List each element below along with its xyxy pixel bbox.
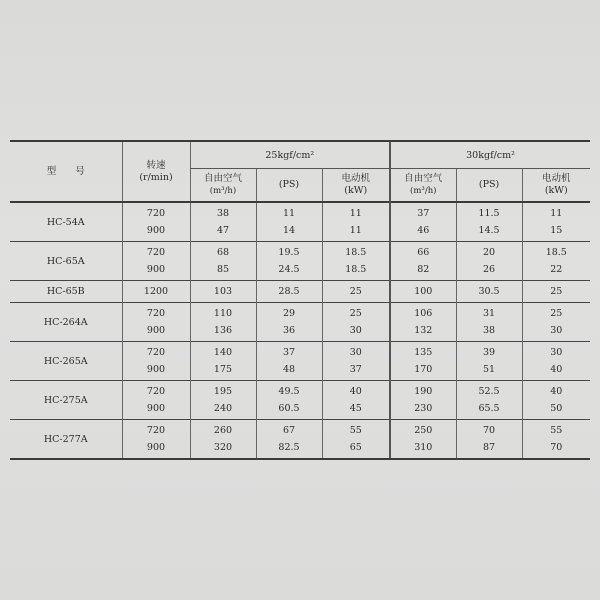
kw-30-value: 55 — [550, 425, 563, 436]
air-25-value: 68 — [216, 247, 230, 258]
ps-30-value: 20 — [482, 247, 496, 258]
air-30-value: 310 — [414, 442, 433, 453]
air-30-value: 135 — [414, 347, 433, 358]
ps-25-value: 19.5 — [278, 247, 300, 258]
table-row — [10, 342, 590, 381]
kw-25-value: 30 — [349, 325, 362, 336]
air-30-value: 190 — [414, 386, 433, 397]
ps-30-cell — [456, 381, 522, 420]
air-25-value: 140 — [213, 347, 233, 358]
speed-value: 1200 — [143, 286, 169, 297]
ps-25-value: 48 — [282, 364, 296, 375]
air-25-value: 103 — [213, 286, 233, 297]
air-30-value: 66 — [417, 247, 430, 258]
header-air-unit: (m³/h) — [410, 186, 437, 196]
air-30-cell — [390, 381, 456, 420]
air-25-value: 320 — [213, 442, 233, 453]
kw-25-cell — [322, 342, 390, 381]
kw-25-value: 30 — [349, 347, 362, 358]
ps-25-value: 28.5 — [278, 286, 300, 297]
ps-25-value: 29 — [282, 308, 296, 319]
kw-30-value: 22 — [550, 264, 563, 275]
air-25-cell — [190, 342, 256, 381]
ps-30-value: 65.5 — [478, 403, 500, 414]
kw-25-value: 11 — [349, 208, 362, 219]
ps-30-cell — [456, 420, 522, 459]
speed-value: 900 — [146, 364, 166, 375]
header-air-label: 自由空气 — [404, 173, 443, 184]
air-25-value: 38 — [216, 208, 230, 219]
air-25-value: 136 — [213, 325, 233, 336]
kw-30-value: 40 — [550, 364, 563, 375]
air-30-cell — [390, 303, 456, 342]
speed-value: 900 — [146, 325, 166, 336]
header-ps-25: (PS) — [256, 169, 322, 203]
kw-25-value: 18.5 — [345, 247, 367, 258]
ps-30-cell — [456, 202, 522, 242]
header-motor-unit: (kW) — [344, 185, 368, 196]
ps-25-value: 49.5 — [278, 386, 300, 397]
kw-25-cell — [322, 242, 390, 281]
ps-30-cell — [456, 242, 522, 281]
air-30-value: 37 — [417, 208, 430, 219]
kw-25-cell — [322, 202, 390, 242]
air-30-cell — [390, 281, 456, 303]
header-motor-label: 电动机 — [341, 173, 371, 184]
speed-cell — [122, 242, 190, 281]
kw-25-value: 25 — [349, 286, 362, 297]
ps-25-cell — [256, 342, 322, 381]
model-cell: HC-275A — [10, 381, 122, 420]
air-30-value: 82 — [417, 264, 430, 275]
kw-30-value: 18.5 — [545, 247, 567, 258]
header-ps-30: (PS) — [456, 169, 522, 203]
air-25-cell — [190, 242, 256, 281]
kw-30-value: 11 — [550, 208, 563, 219]
kw-30-cell — [522, 381, 590, 420]
model-cell: HC-264A — [10, 303, 122, 342]
compressor-spec-table — [10, 140, 590, 460]
kw-25-value: 25 — [349, 308, 362, 319]
speed-value: 720 — [146, 208, 166, 219]
kw-25-value: 55 — [349, 425, 362, 436]
ps-30-value: 52.5 — [478, 386, 500, 397]
ps-30-cell — [456, 281, 522, 303]
ps-25-value: 14 — [282, 225, 296, 236]
air-25-value: 110 — [213, 308, 233, 319]
kw-30-cell — [522, 342, 590, 381]
speed-cell — [122, 342, 190, 381]
air-25-cell — [190, 202, 256, 242]
kw-25-value: 37 — [349, 364, 362, 375]
kw-30-value: 70 — [550, 442, 563, 453]
header-motor-label: 电动机 — [542, 173, 571, 184]
kw-25-value: 45 — [349, 403, 362, 414]
header-speed-unit: (r/min) — [139, 171, 173, 183]
kw-30-value: 30 — [550, 325, 563, 336]
ps-30-value: 70 — [482, 425, 496, 436]
header-motor-unit: (kW) — [544, 185, 568, 196]
model-cell: HC-54A — [46, 216, 85, 228]
air-25-value: 47 — [216, 225, 230, 236]
ps-30-value: 14.5 — [478, 225, 500, 236]
air-30-cell — [390, 242, 456, 281]
speed-cell — [122, 202, 190, 242]
header-model: 型 号 — [10, 142, 122, 202]
speed-value: 720 — [146, 425, 166, 436]
speed-cell — [122, 381, 190, 420]
ps-25-value: 11 — [282, 208, 296, 219]
table-row — [10, 202, 590, 242]
air-25-cell — [190, 420, 256, 459]
ps-25-cell — [256, 303, 322, 342]
table-row — [10, 242, 590, 281]
ps-25-cell — [256, 202, 322, 242]
ps-30-cell — [456, 342, 522, 381]
ps-30-value: 38 — [482, 325, 496, 336]
model-cell: HC-65B — [10, 281, 122, 303]
kw-30-value: 15 — [550, 225, 563, 236]
kw-25-cell — [322, 303, 390, 342]
ps-25-value: 60.5 — [278, 403, 300, 414]
speed-value: 720 — [146, 247, 166, 258]
table-body — [10, 202, 590, 458]
header-air-label: 自由空气 — [203, 173, 242, 184]
ps-30-value: 51 — [482, 364, 496, 375]
speed-value: 720 — [146, 386, 166, 397]
air-25-value: 240 — [213, 403, 233, 414]
kw-30-cell — [522, 281, 590, 303]
ps-25-cell — [256, 381, 322, 420]
model-cell: HC-277A — [10, 420, 122, 459]
speed-cell — [122, 281, 190, 303]
air-30-value: 106 — [414, 308, 433, 319]
ps-30-value: 39 — [482, 347, 496, 358]
speed-value: 900 — [146, 442, 166, 453]
kw-30-cell — [522, 202, 590, 242]
kw-25-value: 65 — [349, 442, 362, 453]
ps-25-cell — [256, 281, 322, 303]
speed-value: 900 — [146, 225, 166, 236]
air-25-value: 85 — [216, 264, 230, 275]
kw-25-cell — [322, 381, 390, 420]
air-30-value: 46 — [417, 225, 430, 236]
speed-cell — [122, 303, 190, 342]
speed-value: 900 — [146, 264, 166, 275]
kw-25-cell — [322, 420, 390, 459]
header-air-unit: (m³/h) — [209, 186, 237, 196]
air-30-cell — [390, 202, 456, 242]
table-row — [10, 303, 590, 342]
ps-30-value: 11.5 — [478, 208, 500, 219]
ps-25-value: 36 — [282, 325, 296, 336]
kw-30-cell — [522, 242, 590, 281]
header-motor-30 — [522, 169, 590, 203]
kw-25-value: 40 — [349, 386, 362, 397]
air-25-cell — [190, 281, 256, 303]
air-30-cell — [390, 342, 456, 381]
model-cell: HC-265A — [10, 342, 122, 381]
ps-30-value: 30.5 — [478, 286, 500, 297]
header-air-25 — [190, 169, 256, 203]
table-row — [10, 381, 590, 420]
air-30-cell — [390, 420, 456, 459]
kw-30-value: 25 — [550, 308, 563, 319]
ps-30-value: 87 — [482, 442, 496, 453]
model-cell: HC-65A — [10, 242, 122, 281]
ps-25-cell — [256, 420, 322, 459]
header-speed — [122, 142, 190, 202]
air-25-value: 260 — [213, 425, 233, 436]
speed-value: 900 — [146, 403, 166, 414]
air-30-value: 132 — [414, 325, 433, 336]
air-25-cell — [190, 303, 256, 342]
ps-30-value: 26 — [482, 264, 496, 275]
table-row — [10, 420, 590, 459]
header-group-30: 30kgf/cm² — [390, 142, 590, 169]
ps-25-cell — [256, 242, 322, 281]
air-30-value: 170 — [414, 364, 433, 375]
ps-30-cell — [456, 303, 522, 342]
header-motor-25 — [322, 169, 390, 203]
kw-25-value: 18.5 — [345, 264, 367, 275]
kw-30-value: 40 — [550, 386, 563, 397]
header-group-25: 25kgf/cm² — [190, 142, 390, 169]
header-air-30 — [390, 169, 456, 203]
kw-30-value: 50 — [550, 403, 563, 414]
ps-25-value: 82.5 — [278, 442, 300, 453]
kw-30-cell — [522, 303, 590, 342]
air-25-cell — [190, 381, 256, 420]
table-row — [10, 281, 590, 303]
kw-25-cell — [322, 281, 390, 303]
ps-25-value: 37 — [282, 347, 296, 358]
kw-30-value: 25 — [550, 286, 563, 297]
kw-25-value: 11 — [349, 225, 362, 236]
air-30-value: 230 — [414, 403, 433, 414]
ps-30-value: 31 — [482, 308, 496, 319]
air-25-value: 195 — [213, 386, 233, 397]
speed-cell — [122, 420, 190, 459]
header-speed-label: 转速 — [146, 159, 166, 171]
speed-value: 720 — [146, 308, 166, 319]
kw-30-cell — [522, 420, 590, 459]
air-25-value: 175 — [213, 364, 233, 375]
air-30-value: 250 — [414, 425, 433, 436]
ps-25-value: 67 — [282, 425, 296, 436]
speed-value: 720 — [146, 347, 166, 358]
ps-25-value: 24.5 — [278, 264, 300, 275]
kw-30-value: 30 — [550, 347, 563, 358]
air-30-value: 100 — [414, 286, 433, 297]
